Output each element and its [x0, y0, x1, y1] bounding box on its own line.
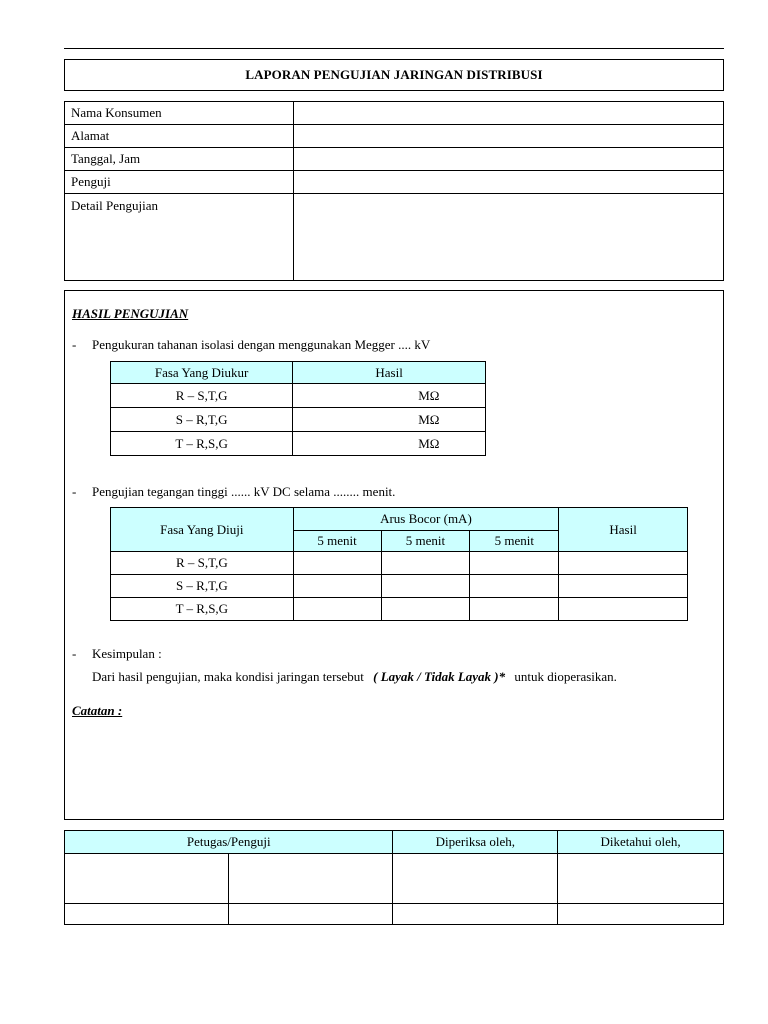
insulation-test-line — [72, 337, 430, 353]
current-cell[interactable] — [470, 598, 559, 621]
table-row — [111, 408, 486, 432]
section-title: HASIL PENGUJIAN — [72, 306, 189, 321]
result-cell[interactable]: MΩ — [293, 432, 486, 456]
signature-cell[interactable] — [393, 854, 558, 904]
table-row — [111, 432, 486, 456]
info-row-date-time — [65, 148, 724, 171]
insulation-table — [110, 361, 486, 456]
table-header-row — [65, 831, 724, 854]
column-subheader: 5 menit — [293, 531, 381, 552]
column-header: Arus Bocor (mA) — [293, 508, 559, 531]
conclusion-statement — [92, 669, 617, 685]
current-cell[interactable] — [293, 552, 381, 575]
name-cell[interactable] — [558, 904, 724, 925]
result-cell[interactable] — [559, 575, 688, 598]
signature-table — [64, 830, 724, 925]
current-cell[interactable] — [470, 552, 559, 575]
high-voltage-test-text: Pengujian tegangan tinggi ...... kV DC selama ........ menit. — [92, 484, 396, 499]
column-header: Hasil — [559, 508, 688, 552]
name-cell[interactable] — [228, 904, 393, 925]
table-row — [111, 598, 688, 621]
info-value-field[interactable] — [294, 125, 724, 148]
info-label: Alamat — [65, 125, 294, 148]
table-row — [111, 384, 486, 408]
info-label: Penguji — [65, 171, 294, 194]
signature-cell[interactable] — [558, 854, 724, 904]
info-value-field[interactable] — [294, 194, 724, 281]
current-cell[interactable] — [470, 575, 559, 598]
table-header-row — [111, 362, 486, 384]
signature-row — [65, 854, 724, 904]
current-cell[interactable] — [381, 575, 470, 598]
info-value-field[interactable] — [294, 171, 724, 194]
signature-header-acknowledged-by: Diketahui oleh, — [558, 831, 724, 854]
phase-cell: S – R,T,G — [111, 575, 294, 598]
high-voltage-test-line — [72, 484, 395, 500]
conclusion-text-end: untuk dioperasikan. — [514, 669, 617, 684]
name-cell[interactable] — [65, 904, 229, 925]
current-cell[interactable] — [381, 598, 470, 621]
info-label: Nama Konsumen — [65, 102, 294, 125]
info-row-test-detail — [65, 194, 724, 281]
bullet-dash: - — [72, 337, 77, 352]
info-row-address — [65, 125, 724, 148]
phase-cell: S – R,T,G — [111, 408, 293, 432]
notes-title: Catatan : — [72, 703, 123, 718]
column-subheader: 5 menit — [470, 531, 559, 552]
info-value-field[interactable] — [294, 102, 724, 125]
info-table — [64, 101, 724, 281]
info-row-tester — [65, 171, 724, 194]
column-header: Hasil — [293, 362, 486, 384]
conclusion-text: Dari hasil pengujian, maka kondisi jaringan tersebut — [92, 669, 364, 684]
info-label: Detail Pengujian — [65, 194, 294, 281]
high-voltage-table — [110, 507, 688, 621]
bullet-dash: - — [72, 484, 77, 499]
info-value-field[interactable] — [294, 148, 724, 171]
signature-header-checked-by: Diperiksa oleh, — [393, 831, 558, 854]
signature-name-row — [65, 904, 724, 925]
table-header-row — [111, 508, 688, 531]
document-title: LAPORAN PENGUJIAN JARINGAN DISTRIBUSI — [64, 59, 724, 91]
insulation-test-text: Pengukuran tahanan isolasi dengan menggunakan Megger .... kV — [92, 337, 431, 352]
signature-cell[interactable] — [65, 854, 229, 904]
column-header: Fasa Yang Diukur — [111, 362, 293, 384]
phase-cell: T – R,S,G — [111, 598, 294, 621]
column-subheader: 5 menit — [381, 531, 470, 552]
current-cell[interactable] — [381, 552, 470, 575]
result-cell[interactable]: MΩ — [293, 384, 486, 408]
result-cell[interactable] — [559, 598, 688, 621]
test-results-section — [64, 290, 724, 820]
signature-cell[interactable] — [228, 854, 393, 904]
current-cell[interactable] — [293, 575, 381, 598]
current-cell[interactable] — [293, 598, 381, 621]
phase-cell: R – S,T,G — [111, 384, 293, 408]
name-cell[interactable] — [393, 904, 558, 925]
result-cell[interactable]: MΩ — [293, 408, 486, 432]
top-rule — [64, 48, 724, 49]
phase-cell: R – S,T,G — [111, 552, 294, 575]
result-cell[interactable] — [559, 552, 688, 575]
conclusion-options[interactable]: ( Layak / Tidak Layak )* — [373, 669, 506, 684]
conclusion-heading-line — [72, 646, 162, 662]
info-label: Tanggal, Jam — [65, 148, 294, 171]
column-header: Fasa Yang Diuji — [111, 508, 294, 552]
info-row-customer-name — [65, 102, 724, 125]
conclusion-heading: Kesimpulan : — [92, 646, 162, 661]
bullet-dash: - — [72, 646, 77, 661]
phase-cell: T – R,S,G — [111, 432, 293, 456]
table-row — [111, 552, 688, 575]
signature-header-tester: Petugas/Penguji — [65, 831, 393, 854]
table-row — [111, 575, 688, 598]
